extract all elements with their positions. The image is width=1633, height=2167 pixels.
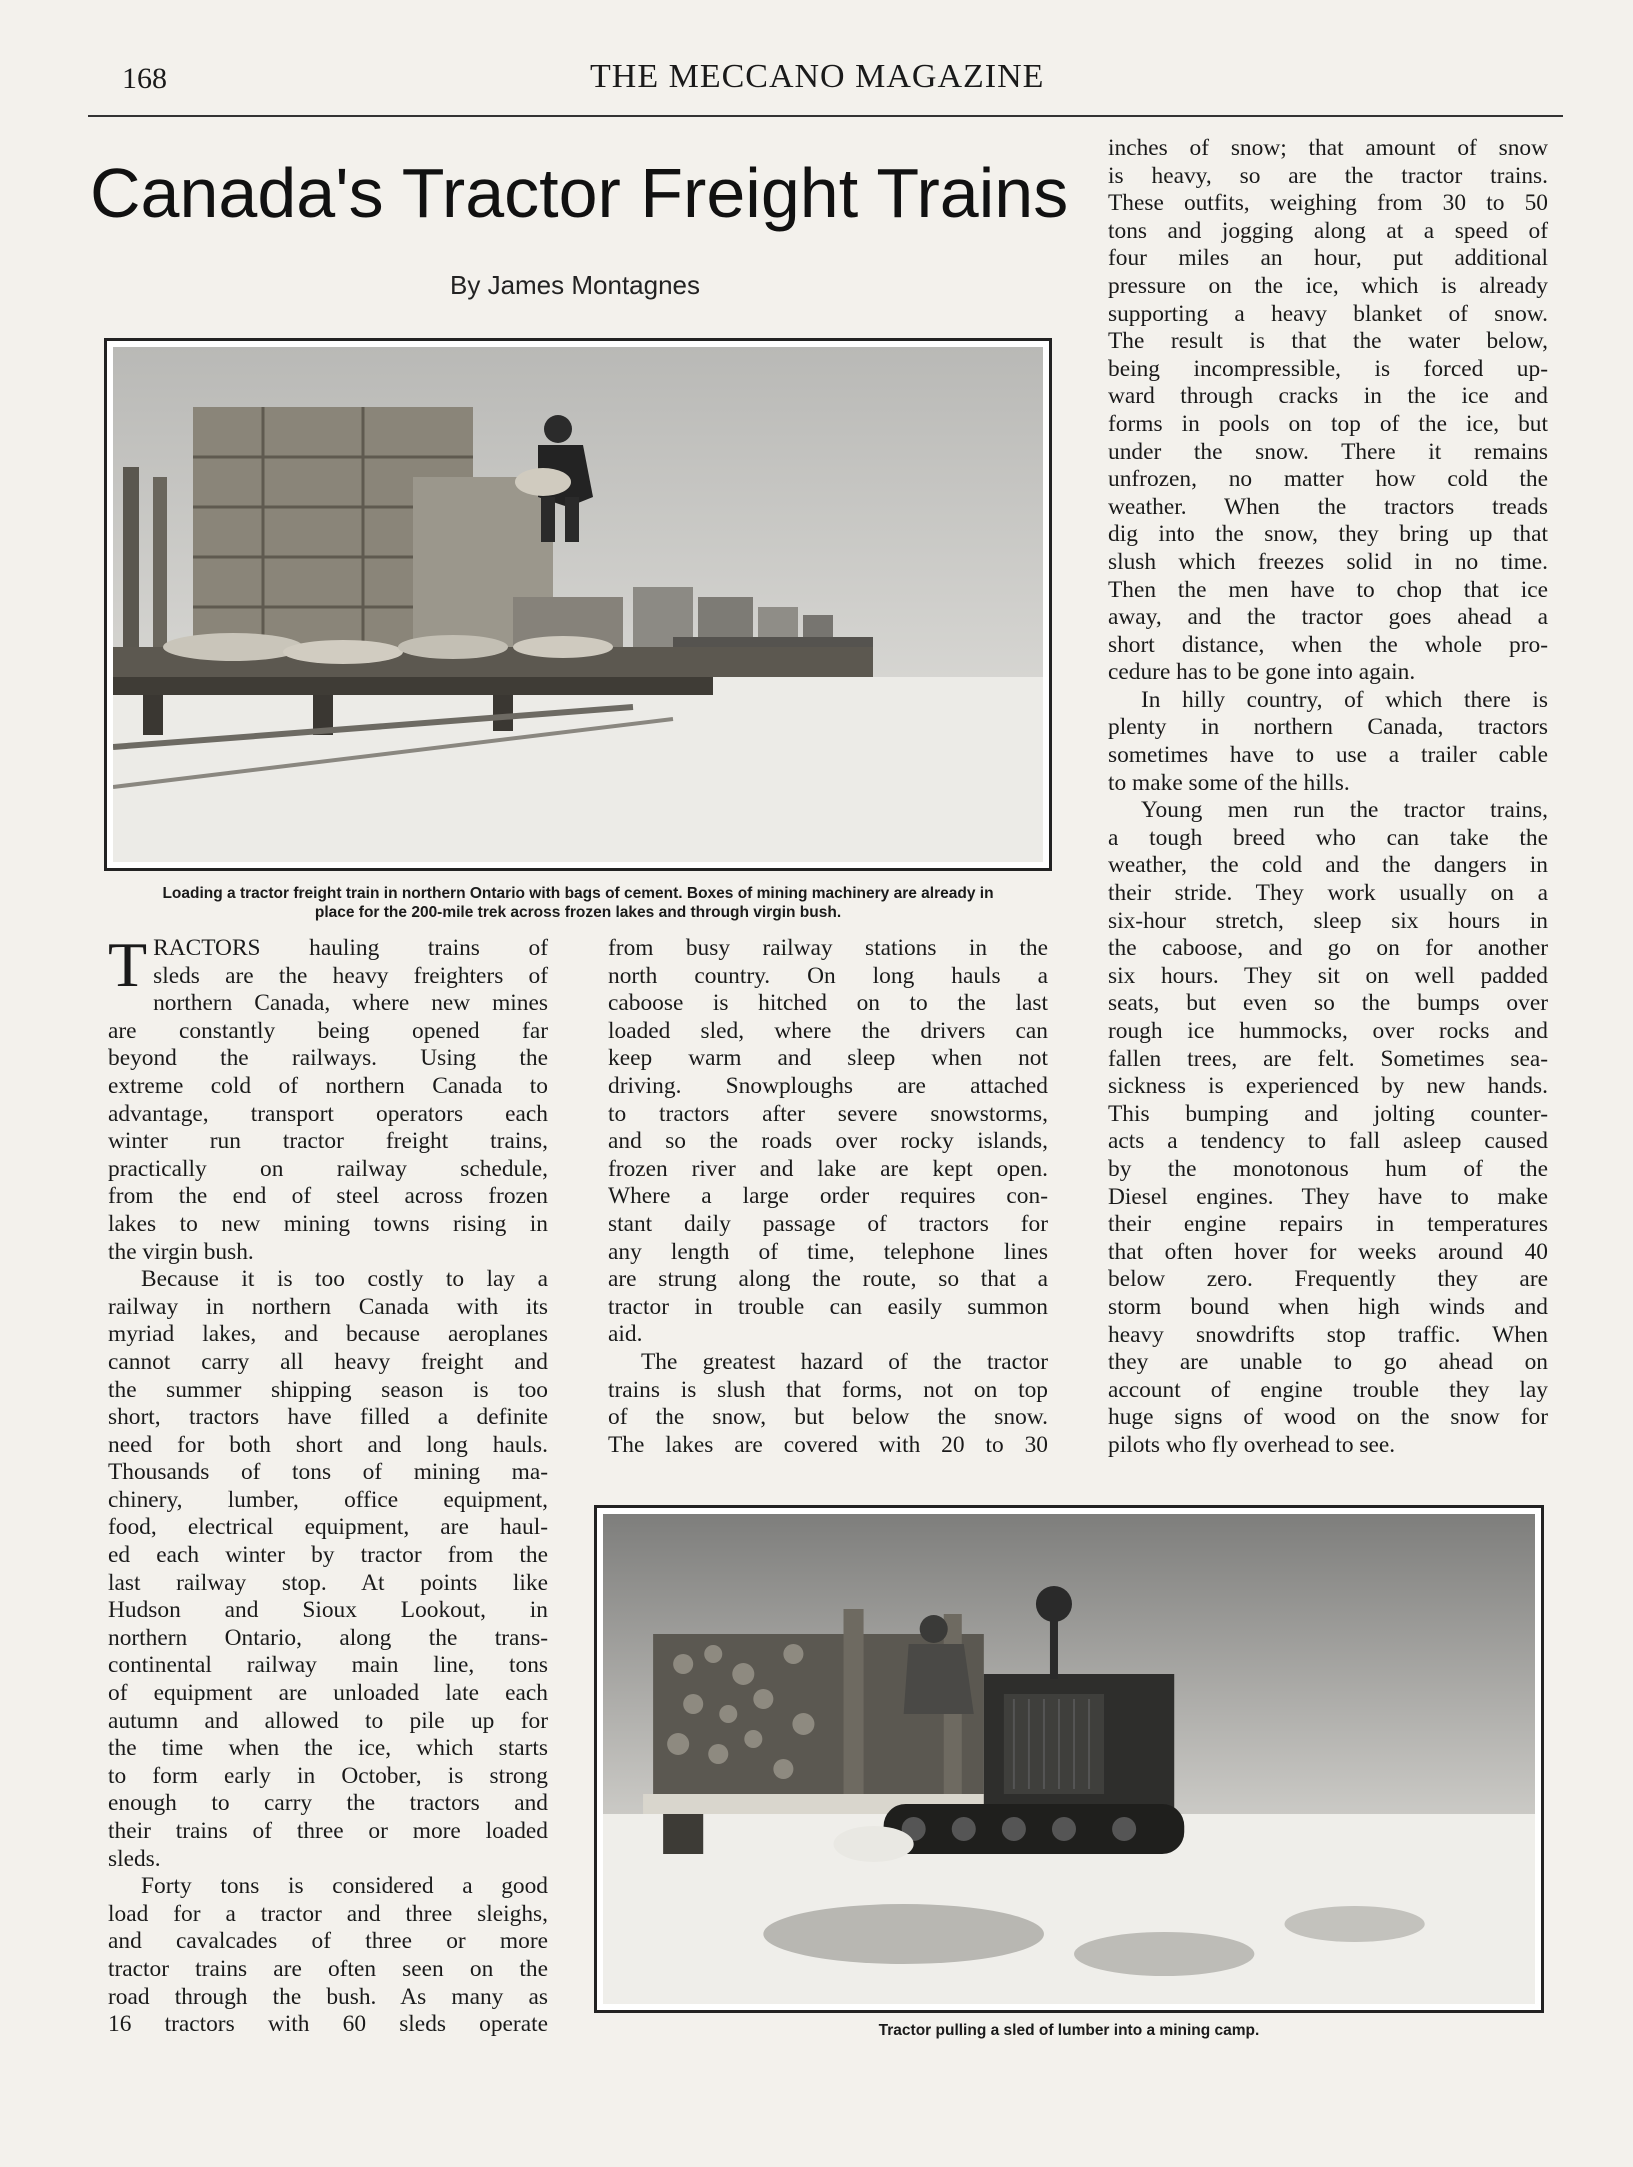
- text-line: seats, but even so the bumps over: [1108, 990, 1548, 1017]
- text-line: the virgin bush.: [108, 1238, 254, 1265]
- text-line: autumn and allowed to pile up for: [108, 1707, 548, 1734]
- text-line: 16 tractors with 60 sleds operate: [108, 2011, 548, 2038]
- text-line: The result is that the water below,: [1108, 328, 1548, 355]
- text-line: under the snow. There it remains: [1108, 438, 1548, 465]
- text-line: and so the roads over rocky islands,: [608, 1128, 1048, 1155]
- article-column-2: [608, 935, 1048, 1459]
- text-line: sleds are the heavy freighters of: [153, 962, 548, 989]
- text-line: from the end of steel across frozen: [108, 1183, 548, 1210]
- text-line: last railway stop. At points like: [108, 1569, 548, 1596]
- drop-cap: T: [108, 929, 148, 1000]
- text-line: weather, the cold and the dangers in: [1108, 852, 1548, 879]
- text-line: need for both short and long hauls.: [108, 1431, 548, 1458]
- text-line: of the snow, but below the snow.: [608, 1404, 1048, 1431]
- text-line: ward through cracks in the ice and: [1108, 383, 1548, 410]
- article-column-1: [108, 929, 548, 2039]
- page-number: 168: [122, 62, 167, 95]
- photo-loading-freight-train-image: [113, 347, 1043, 862]
- text-line: Forty tons is considered a good: [141, 1873, 548, 1900]
- text-line: north country. On long hauls a: [608, 962, 1048, 989]
- text-line: railway in northern Canada with its: [108, 1293, 548, 1320]
- text-line: caboose is hitched on to the last: [608, 990, 1048, 1017]
- text-line: inches of snow; that amount of snow: [1108, 135, 1548, 161]
- text-line: cedure has to be gone into again.: [1108, 659, 1416, 686]
- text-line: Young men run the tractor trains,: [1141, 797, 1548, 824]
- text-line: forms in pools on top of the ice, but: [1108, 410, 1548, 437]
- text-line: Diesel engines. They have to make: [1108, 1183, 1548, 1210]
- text-line: short, tractors have filled a definite: [108, 1404, 548, 1431]
- text-line: acts a tendency to fall asleep caused: [1108, 1128, 1548, 1155]
- text-line: the summer shipping season is too: [108, 1376, 548, 1403]
- text-line: unfrozen, no matter how cold the: [1108, 466, 1548, 493]
- text-line: winter run tractor freight trains,: [108, 1128, 548, 1155]
- header-rule: [88, 115, 1563, 117]
- text-line: to form early in October, is strong: [108, 1762, 548, 1789]
- text-line: northern Canada, where new mines: [153, 990, 548, 1017]
- photo-loading-freight-train: [104, 338, 1052, 871]
- text-line: tractor trains are often seen on the: [108, 1955, 548, 1982]
- text-line: below zero. Frequently they are: [1108, 1266, 1548, 1293]
- article-title: Canada's Tractor Freight Trains: [90, 154, 1069, 232]
- text-line: away, and the tractor goes ahead a: [1108, 604, 1548, 631]
- text-line: the time when the ice, which starts: [108, 1735, 548, 1762]
- text-line: tons and jogging along at a speed of: [1108, 217, 1548, 244]
- text-line: load for a tractor and three sleighs,: [108, 1900, 548, 1927]
- text-line: to make some of the hills.: [1108, 769, 1350, 796]
- text-line: storm bound when high winds and: [1108, 1293, 1548, 1320]
- text-line: RACTORS hauling trains of: [153, 935, 548, 961]
- text-line: that often hover for weeks around 40: [1108, 1238, 1548, 1265]
- text-line: six-hour stretch, sleep six hours in: [1108, 907, 1548, 934]
- text-line: account of engine trouble they lay: [1108, 1376, 1548, 1403]
- article-column-3: [1108, 135, 1548, 1460]
- text-line: Hudson and Sioux Lookout, in: [108, 1597, 548, 1624]
- text-line: to tractors after severe snowstorms,: [608, 1100, 1048, 1127]
- text-line: enough to carry the tractors and: [108, 1790, 548, 1817]
- text-line: they are unable to go ahead on: [1108, 1349, 1548, 1376]
- text-line: pilots who fly overhead to see.: [1108, 1431, 1396, 1458]
- text-line: heavy snowdrifts stop traffic. When: [1108, 1321, 1548, 1348]
- text-line: rough ice hummocks, over rocks and: [1108, 1018, 1548, 1044]
- text-line: dig into the snow, they bring up that: [1108, 521, 1548, 548]
- text-line: road through the bush. As many as: [108, 1983, 548, 2010]
- text-line: chinery, lumber, office equipment,: [108, 1486, 548, 1513]
- photo1-caption-line1: Loading a tractor freight train in northern Ontario with bags of cement. Boxes of mining machinery are already in: [162, 885, 994, 902]
- text-line: their engine repairs in temperatures: [1108, 1211, 1548, 1238]
- text-line: slush which freezes solid in no time.: [1108, 548, 1548, 575]
- text-line: fallen trees, are felt. Sometimes sea-: [1108, 1045, 1548, 1072]
- text-line: is heavy, so are the tractor trains.: [1108, 162, 1548, 189]
- byline: By James Montagnes: [450, 270, 701, 300]
- text-line: pressure on the ice, which is already: [1108, 272, 1548, 299]
- text-line: sleds.: [108, 1845, 161, 1872]
- text-line: continental railway main line, tons: [108, 1652, 548, 1679]
- text-line: keep warm and sleep when not: [608, 1045, 1048, 1072]
- text-line: any length of time, telephone lines: [608, 1238, 1048, 1265]
- text-line: food, electrical equipment, are haul-: [108, 1514, 548, 1541]
- text-line: are constantly being opened far: [108, 1017, 548, 1044]
- photo2-caption: Tractor pulling a sled of lumber into a mining camp.: [878, 2022, 1260, 2039]
- text-line: from busy railway stations in the: [608, 935, 1048, 961]
- text-line: short distance, when the whole pro-: [1108, 631, 1548, 658]
- text-line: ed each winter by tractor from the: [108, 1542, 548, 1569]
- text-line: of equipment are unloaded late each: [108, 1680, 548, 1707]
- text-line: practically on railway schedule,: [108, 1155, 548, 1182]
- text-line: myriad lakes, and because aeroplanes: [108, 1321, 548, 1348]
- text-line: and cavalcades of three or more: [108, 1928, 548, 1955]
- text-line: sickness is experienced by new hands.: [1108, 1073, 1548, 1100]
- text-line: lakes to new mining towns rising in: [108, 1210, 548, 1237]
- text-line: supporting a heavy blanket of snow.: [1108, 300, 1548, 327]
- photo1-caption: [104, 884, 1052, 922]
- text-line: driving. Snowploughs are attached: [608, 1072, 1048, 1099]
- text-line: by the monotonous hum of the: [1108, 1155, 1548, 1182]
- text-line: huge signs of wood on the snow for: [1108, 1404, 1548, 1431]
- text-line: tractor in trouble can easily summon: [608, 1293, 1048, 1320]
- text-line: extreme cold of northern Canada to: [108, 1072, 548, 1099]
- text-line: six hours. They sit on well padded: [1108, 962, 1548, 989]
- text-line: a tough breed who can take the: [1108, 824, 1548, 851]
- text-line: their trains of three or more loaded: [108, 1818, 548, 1844]
- text-line: The lakes are covered with 20 to 30: [608, 1431, 1048, 1458]
- text-line: northern Ontario, along the trans-: [108, 1624, 548, 1651]
- text-line: Where a large order requires con-: [608, 1183, 1048, 1210]
- text-line: their stride. They work usually on a: [1108, 880, 1548, 907]
- photo-tractor-lumber-sled-image: [603, 1514, 1535, 2004]
- text-line: Then the men have to chop that ice: [1108, 576, 1548, 603]
- text-line: the caboose, and go on for another: [1108, 935, 1548, 962]
- text-line: weather. When the tractors treads: [1108, 493, 1548, 520]
- text-line: stant daily passage of tractors for: [608, 1210, 1048, 1237]
- text-line: aid.: [608, 1321, 643, 1348]
- text-line: advantage, transport operators each: [108, 1100, 548, 1127]
- text-line: frozen river and lake are kept open.: [608, 1155, 1048, 1182]
- text-line: are strung along the route, so that a: [608, 1266, 1048, 1293]
- text-line: This bumping and jolting counter-: [1108, 1100, 1548, 1127]
- text-line: These outfits, weighing from 30 to 50: [1108, 190, 1548, 217]
- text-line: sometimes have to use a trailer cable: [1108, 742, 1548, 769]
- photo1-caption-line2: place for the 200-mile trek across frozen lakes and through virgin bush.: [314, 904, 842, 921]
- text-line: Thousands of tons of mining ma-: [108, 1459, 548, 1486]
- text-line: being incompressible, is forced up-: [1108, 355, 1548, 382]
- text-line: loaded sled, where the drivers can: [608, 1017, 1048, 1044]
- text-line: four miles an hour, put additional: [1108, 245, 1548, 272]
- text-line: plenty in northern Canada, tractors: [1108, 714, 1548, 741]
- text-line: trains is slush that forms, not on top: [608, 1376, 1048, 1403]
- running-head: THE MECCANO MAGAZINE: [590, 58, 1045, 95]
- text-line: Because it is too costly to lay a: [141, 1266, 548, 1293]
- text-line: In hilly country, of which there is: [1141, 686, 1548, 713]
- text-line: The greatest hazard of the tractor: [641, 1348, 1048, 1375]
- text-line: beyond the railways. Using the: [108, 1045, 548, 1072]
- photo-tractor-lumber-sled: [594, 1505, 1544, 2013]
- text-line: cannot carry all heavy freight and: [108, 1348, 548, 1375]
